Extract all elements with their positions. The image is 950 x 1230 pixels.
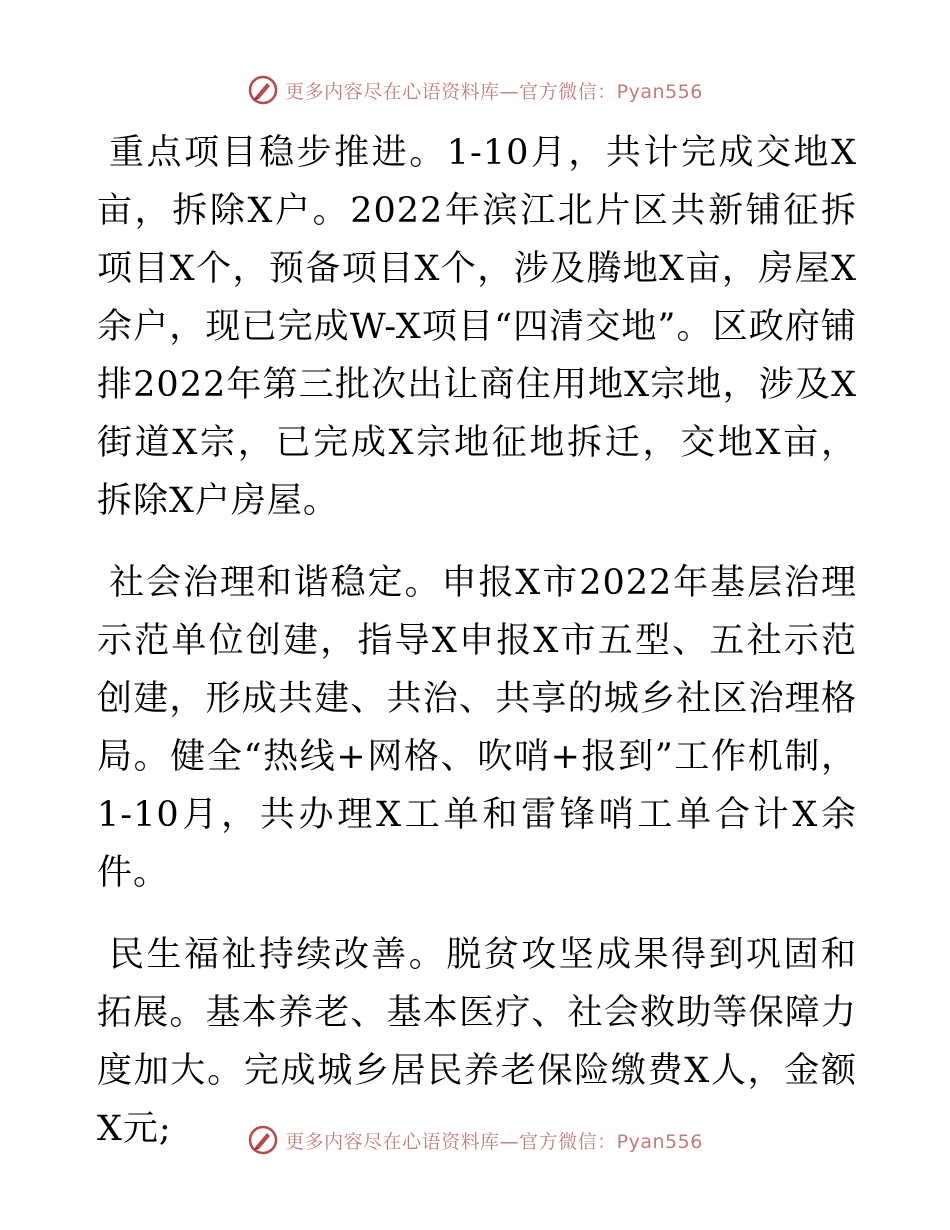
document-body xyxy=(97,124,857,1182)
footer-watermark-text: 更多内容尽在心语资料库—官方微信：Pyan556 xyxy=(285,1130,703,1153)
header-watermark-text: 更多内容尽在心语资料库—官方微信：Pyan556 xyxy=(285,80,703,103)
pen-logo-icon xyxy=(247,74,279,106)
paragraph-livelihood: 民生福祉持续改善。脱贫攻坚成果得到巩固和拓展。基本养老、基本医疗、社会救助等保障力度加大。完成城乡居民养老保险缴费X人，金额X元; xyxy=(97,935,857,1149)
header-watermark xyxy=(0,70,950,110)
paragraph-social-governance: 社会治理和谐稳定。申报X市2022年基层治理示范单位创建，指导X申报X市五型、五社示范创建，形成共建、共治、共享的城乡社区治理格局。健全“热线+网格、吹哨+报到”工作机制，1-10月，共办理X工单和雷锋哨工单合计X余件。 xyxy=(97,563,857,893)
pen-logo-icon xyxy=(247,1124,279,1156)
footer-watermark xyxy=(0,1120,950,1160)
paragraph-key-projects: 重点项目稳步推进。1-10月，共计完成交地X亩，拆除X户。2022年滨江北片区共新铺征拆项目X个，预备项目X个，涉及腾地X亩，房屋X余户，现已完成W-X项目“四清交地”。区政府铺排2022年第三批次出让商住用地X宗地，涉及X街道X宗，已完成X宗地征地拆迁，交地X亩，拆除X户房屋。 xyxy=(97,133,857,521)
